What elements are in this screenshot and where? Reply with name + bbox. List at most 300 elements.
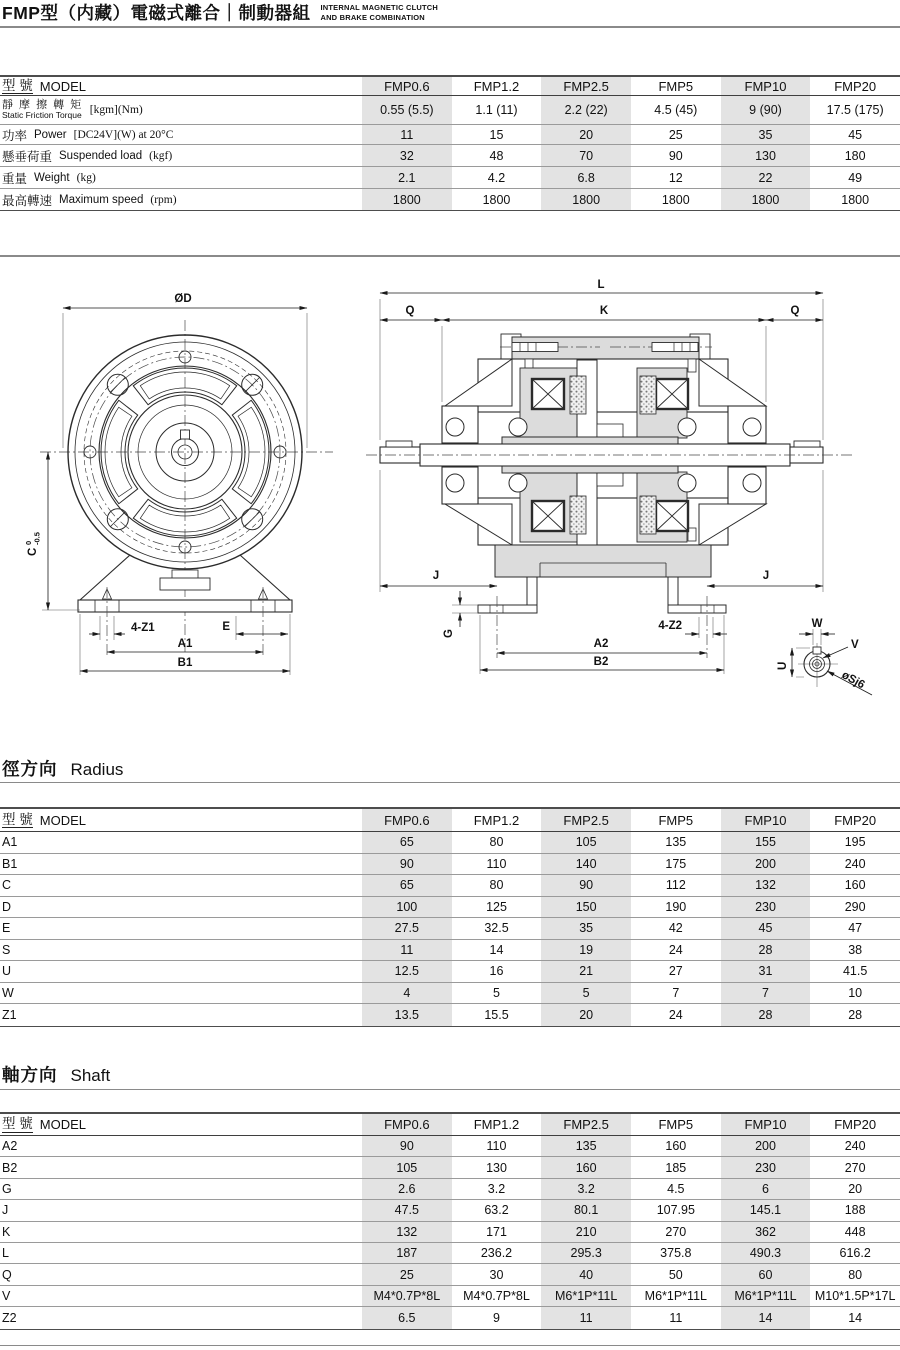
label-en: Static Friction Torque bbox=[2, 110, 82, 121]
value-cell: 15.5 bbox=[484, 1007, 509, 1022]
shaft-heading-divider bbox=[0, 1089, 900, 1090]
value-cell: 15 bbox=[489, 127, 504, 142]
model-label-en: MODEL bbox=[39, 78, 86, 94]
value-cell: 3.2 bbox=[487, 1181, 506, 1196]
value-cell: 362 bbox=[721, 1222, 811, 1242]
value-cell: 11 bbox=[362, 940, 452, 961]
value-cell: 47.5 bbox=[362, 1200, 452, 1220]
shaft-key-left bbox=[386, 441, 412, 447]
label-unit: [DC24V](W) at 20°C bbox=[73, 128, 174, 141]
value-cell: 22 bbox=[721, 167, 811, 188]
value-cell: 188 bbox=[844, 1203, 866, 1218]
keyway bbox=[181, 430, 190, 439]
param-label-cell bbox=[0, 897, 362, 918]
label-en: Power bbox=[34, 128, 67, 141]
model-label-cjk: 型 號 bbox=[2, 77, 33, 93]
value-cell: 145.1 bbox=[721, 1200, 811, 1220]
spec-row bbox=[0, 189, 900, 210]
svg-text:0: 0 bbox=[24, 540, 33, 545]
value-cell: 7 bbox=[672, 985, 680, 1000]
value-cell: 80.1 bbox=[541, 1200, 631, 1220]
value-cell: 375.8 bbox=[660, 1246, 692, 1261]
model-header-cell: FMP5 bbox=[658, 812, 694, 828]
dim-label-c bbox=[24, 532, 42, 556]
value-cell: 140 bbox=[541, 854, 631, 875]
radius-section-heading bbox=[2, 756, 123, 781]
value-cell: 160 bbox=[665, 1139, 687, 1154]
value-cell: 130 bbox=[486, 1160, 507, 1175]
value-cell: 9 (90) bbox=[721, 96, 811, 124]
param-label: E bbox=[2, 921, 11, 936]
dim-label-u bbox=[777, 662, 789, 670]
model-label-en: MODEL bbox=[39, 812, 86, 828]
value-cell: 1.1 (11) bbox=[475, 103, 518, 117]
detail-keyway bbox=[813, 647, 821, 654]
radius-table bbox=[0, 807, 900, 1027]
value-cell: 2.1 bbox=[362, 167, 452, 188]
dim-label-e: E bbox=[222, 621, 230, 633]
front-base bbox=[78, 555, 292, 656]
value-cell: 616.2 bbox=[839, 1246, 871, 1261]
value-cell: 32 bbox=[362, 145, 452, 166]
value-cell: 190 bbox=[665, 899, 687, 914]
model-label-en: MODEL bbox=[39, 1117, 86, 1132]
value-cell: 32.5 bbox=[484, 921, 509, 936]
value-cell: 38 bbox=[848, 942, 863, 957]
value-cell: 185 bbox=[665, 1160, 687, 1175]
table-header-row bbox=[0, 1114, 900, 1136]
page-subtitle-line1: INTERNAL MAGNETIC CLUTCH bbox=[320, 3, 439, 12]
model-header-cell: FMP10 bbox=[721, 1114, 811, 1135]
param-row bbox=[0, 875, 900, 897]
value-cell: 7 bbox=[721, 983, 811, 1004]
bearings bbox=[446, 418, 761, 492]
spec-row-label bbox=[0, 145, 362, 166]
model-header-cell: FMP2.5 bbox=[541, 1114, 631, 1135]
svg-text:U: U bbox=[777, 661, 789, 670]
value-cell: 112 bbox=[665, 878, 686, 893]
value-cell: 80 bbox=[489, 878, 504, 893]
value-cell: 155 bbox=[721, 832, 811, 853]
value-cell: 42 bbox=[668, 921, 683, 936]
value-cell: 1800 bbox=[721, 189, 811, 210]
value-cell: 270 bbox=[665, 1224, 687, 1239]
value-cell: 50 bbox=[668, 1267, 683, 1282]
value-cell: 4.5 (45) bbox=[654, 103, 698, 117]
dim-label-z1: 4-Z1 bbox=[131, 622, 155, 634]
value-cell: 5 bbox=[541, 983, 631, 1004]
value-cell: M4*0.7P*8L bbox=[362, 1286, 452, 1306]
shaft-end-detail bbox=[777, 618, 872, 695]
value-cell: 13.5 bbox=[362, 1004, 452, 1026]
param-row bbox=[0, 983, 900, 1005]
value-cell: M6*1P*11L bbox=[541, 1286, 631, 1306]
value-cell: 187 bbox=[362, 1243, 452, 1263]
value-cell: 171 bbox=[486, 1224, 507, 1239]
spec-row bbox=[0, 145, 900, 167]
value-cell: 236.2 bbox=[480, 1246, 513, 1261]
param-row bbox=[0, 832, 900, 854]
param-label: J bbox=[2, 1203, 9, 1218]
value-cell: 45 bbox=[848, 127, 863, 142]
value-cell: 9 bbox=[493, 1310, 500, 1325]
value-cell: 25 bbox=[668, 127, 683, 142]
model-label-cjk: 型 號 bbox=[2, 811, 33, 827]
value-cell: 200 bbox=[721, 854, 811, 875]
value-cell: 20 bbox=[541, 125, 631, 144]
param-label: A1 bbox=[2, 835, 18, 850]
value-cell: 150 bbox=[541, 897, 631, 918]
param-label: W bbox=[2, 985, 14, 1000]
param-label-cell bbox=[0, 1200, 362, 1220]
param-label: D bbox=[2, 899, 12, 914]
page-bottom-divider bbox=[0, 1345, 900, 1346]
param-label-cell bbox=[0, 1179, 362, 1199]
value-cell: 11 bbox=[362, 125, 452, 144]
param-label-cell bbox=[0, 1286, 362, 1306]
value-cell: 180 bbox=[844, 148, 866, 163]
value-cell: 16 bbox=[489, 964, 504, 979]
shaft-table bbox=[0, 1112, 900, 1330]
value-cell: 107.95 bbox=[656, 1203, 695, 1218]
value-cell: 200 bbox=[721, 1136, 811, 1156]
param-label: A2 bbox=[2, 1139, 18, 1154]
value-cell: 1800 bbox=[362, 189, 452, 210]
value-cell: 0.55 (5.5) bbox=[362, 96, 452, 124]
value-cell: 5 bbox=[493, 985, 500, 1000]
model-header-cell: FMP20 bbox=[834, 78, 877, 94]
value-cell: 105 bbox=[541, 832, 631, 853]
svg-text:C: C bbox=[27, 547, 39, 556]
model-header-cell: FMP5 bbox=[658, 1117, 694, 1132]
label-cjk: 重量 bbox=[2, 171, 28, 186]
value-cell: 90 bbox=[541, 875, 631, 896]
model-header-cell: FMP1.2 bbox=[473, 1117, 520, 1132]
dim-label-b1: B1 bbox=[177, 657, 193, 669]
param-row bbox=[0, 961, 900, 983]
svg-text:-0.5: -0.5 bbox=[32, 532, 42, 545]
value-cell: 24 bbox=[668, 942, 683, 957]
bolt-holes bbox=[84, 351, 286, 553]
table-header-row bbox=[0, 809, 900, 832]
value-cell: 20 bbox=[541, 1004, 631, 1026]
value-cell: 4.5 bbox=[667, 1181, 685, 1196]
value-cell: 4.2 bbox=[487, 170, 506, 185]
param-label: G bbox=[2, 1181, 12, 1196]
value-cell: 65 bbox=[362, 875, 452, 896]
param-row bbox=[0, 940, 900, 962]
value-cell: 3.2 bbox=[541, 1179, 631, 1199]
param-label-cell bbox=[0, 832, 362, 853]
dim-label-g bbox=[443, 629, 455, 638]
value-cell: 28 bbox=[721, 940, 811, 961]
param-label: L bbox=[2, 1246, 9, 1261]
value-cell: 240 bbox=[844, 856, 866, 871]
value-cell: 105 bbox=[362, 1157, 452, 1177]
dim-label-k: K bbox=[599, 305, 609, 317]
param-label-cell bbox=[0, 983, 362, 1004]
value-cell: 63.2 bbox=[484, 1203, 509, 1218]
param-row bbox=[0, 1243, 900, 1264]
value-cell: 28 bbox=[848, 1007, 863, 1022]
value-cell: 195 bbox=[844, 835, 866, 850]
value-cell: 14 bbox=[721, 1307, 811, 1328]
label-unit: (rpm) bbox=[150, 193, 177, 206]
value-cell: 295.3 bbox=[541, 1243, 631, 1263]
model-header-label bbox=[0, 1114, 362, 1135]
model-header-cell: FMP0.6 bbox=[362, 77, 452, 95]
value-cell: 175 bbox=[665, 856, 687, 871]
section-divider bbox=[0, 255, 900, 257]
param-row bbox=[0, 1286, 900, 1307]
dim-label-s bbox=[840, 669, 867, 691]
radius-heading-cjk: 徑方向 bbox=[2, 759, 58, 779]
model-header-cell: FMP5 bbox=[658, 78, 694, 94]
svg-text:G: G bbox=[443, 629, 455, 638]
value-cell: 1800 bbox=[841, 192, 870, 207]
model-header-cell: FMP1.2 bbox=[473, 812, 520, 828]
model-header-cell: FMP20 bbox=[834, 812, 877, 828]
value-cell: 210 bbox=[541, 1222, 631, 1242]
param-label-cell bbox=[0, 940, 362, 961]
param-label-cell bbox=[0, 1243, 362, 1263]
param-label-cell bbox=[0, 1222, 362, 1242]
param-row bbox=[0, 918, 900, 940]
param-row bbox=[0, 1307, 900, 1328]
value-cell: 1800 bbox=[541, 189, 631, 210]
label-unit: (kg) bbox=[76, 171, 96, 184]
param-label-cell bbox=[0, 854, 362, 875]
value-cell: 35 bbox=[721, 125, 811, 144]
param-label: Q bbox=[2, 1267, 12, 1282]
dim-label-diameter-d: ØD bbox=[174, 293, 192, 305]
value-cell: 6.5 bbox=[362, 1307, 452, 1328]
dim-label-b2: B2 bbox=[593, 656, 609, 668]
value-cell: 48 bbox=[489, 148, 504, 163]
value-cell: 125 bbox=[486, 899, 507, 914]
value-cell: 27 bbox=[668, 964, 683, 979]
value-cell: 24 bbox=[668, 1007, 683, 1022]
param-label-cell bbox=[0, 1307, 362, 1328]
value-cell: 41.5 bbox=[842, 964, 868, 979]
param-label-cell bbox=[0, 961, 362, 982]
shaft-heading-en: Shaft bbox=[70, 1066, 111, 1085]
value-cell: 90 bbox=[362, 1136, 452, 1156]
param-label: B1 bbox=[2, 856, 18, 871]
value-cell: 6 bbox=[721, 1179, 811, 1199]
value-cell: 14 bbox=[489, 942, 504, 957]
value-cell: 270 bbox=[844, 1160, 866, 1175]
value-cell: 110 bbox=[486, 856, 507, 871]
param-label: B2 bbox=[2, 1160, 18, 1175]
label-unit: (kgf) bbox=[149, 149, 173, 162]
label-en: Weight bbox=[34, 171, 70, 184]
front-view-drawing bbox=[24, 293, 333, 675]
value-cell: 31 bbox=[721, 961, 811, 982]
value-cell: M4*0.7P*8L bbox=[463, 1288, 530, 1303]
value-cell: M6*1P*11L bbox=[721, 1286, 811, 1306]
value-cell: 110 bbox=[486, 1139, 507, 1154]
value-cell: 40 bbox=[541, 1264, 631, 1284]
dim-label-w: W bbox=[811, 618, 823, 630]
value-cell: 2.6 bbox=[362, 1179, 452, 1199]
spec-row bbox=[0, 167, 900, 189]
model-header-cell: FMP2.5 bbox=[541, 809, 631, 831]
param-label: Z1 bbox=[2, 1007, 17, 1022]
param-label-cell bbox=[0, 918, 362, 939]
param-row bbox=[0, 1179, 900, 1200]
value-cell: 135 bbox=[541, 1136, 631, 1156]
dim-label-v: V bbox=[851, 639, 859, 651]
value-cell: 4 bbox=[362, 983, 452, 1004]
label-en: Suspended load bbox=[59, 149, 143, 162]
value-cell: 25 bbox=[362, 1264, 452, 1284]
value-cell: 1800 bbox=[482, 192, 511, 207]
model-header-cell: FMP10 bbox=[721, 809, 811, 831]
table-header-row bbox=[0, 77, 900, 96]
value-cell: 230 bbox=[721, 1157, 811, 1177]
value-cell: 448 bbox=[844, 1224, 866, 1239]
value-cell: 60 bbox=[721, 1264, 811, 1284]
spec-row-label bbox=[0, 167, 362, 188]
value-cell: 132 bbox=[721, 875, 811, 896]
value-cell: 130 bbox=[721, 145, 811, 166]
value-cell: 230 bbox=[721, 897, 811, 918]
label-unit: [kgm](Nm) bbox=[89, 104, 143, 116]
label-cjk: 最高轉速 bbox=[2, 193, 53, 208]
shaft-heading-cjk: 軸方向 bbox=[2, 1065, 58, 1085]
value-cell: 20 bbox=[848, 1181, 863, 1196]
param-label: C bbox=[2, 878, 12, 893]
param-row bbox=[0, 897, 900, 919]
value-cell: 160 bbox=[844, 878, 866, 893]
value-cell: 6.8 bbox=[541, 167, 631, 188]
value-cell: 80 bbox=[848, 1267, 863, 1282]
page-subtitle bbox=[320, 3, 438, 22]
value-cell: M10*1.5P*17L bbox=[814, 1288, 896, 1303]
shaft-key-right bbox=[794, 441, 820, 447]
shaft-section-heading bbox=[2, 1062, 110, 1087]
model-header-cell: FMP0.6 bbox=[362, 1114, 452, 1135]
param-row bbox=[0, 1157, 900, 1178]
label-cjk: 懸垂荷重 bbox=[2, 149, 53, 164]
spec-row-label bbox=[0, 189, 362, 210]
value-cell: 47 bbox=[848, 921, 863, 936]
value-cell: 80 bbox=[489, 835, 504, 850]
torque-label bbox=[2, 99, 83, 121]
label-cjk: 功率 bbox=[2, 128, 28, 143]
spec-row bbox=[0, 96, 900, 125]
param-row bbox=[0, 1264, 900, 1285]
model-header-label bbox=[0, 809, 362, 831]
value-cell: 90 bbox=[362, 854, 452, 875]
model-header-cell: FMP1.2 bbox=[473, 78, 520, 94]
value-cell: 240 bbox=[844, 1139, 866, 1154]
param-label: Z2 bbox=[2, 1310, 17, 1325]
value-cell: 12.5 bbox=[362, 961, 452, 982]
value-cell: M6*1P*11L bbox=[644, 1288, 707, 1303]
dim-label-j-right: J bbox=[762, 570, 770, 582]
value-cell: 132 bbox=[362, 1222, 452, 1242]
label-en: Maximum speed bbox=[59, 193, 144, 206]
model-label-cjk: 型 號 bbox=[2, 1116, 33, 1132]
param-label: V bbox=[2, 1288, 11, 1303]
value-cell: 11 bbox=[541, 1307, 631, 1328]
page-header bbox=[2, 2, 438, 24]
param-label-cell bbox=[0, 1157, 362, 1177]
value-cell: 49 bbox=[848, 170, 863, 185]
value-cell: 490.3 bbox=[721, 1243, 811, 1263]
value-cell: 90 bbox=[668, 148, 683, 163]
dim-label-q-left: Q bbox=[405, 305, 415, 317]
value-cell: 14 bbox=[848, 1310, 863, 1325]
dim-label-a1: A1 bbox=[177, 638, 193, 650]
param-row bbox=[0, 1136, 900, 1157]
value-cell: 135 bbox=[665, 835, 687, 850]
param-label: K bbox=[2, 1224, 11, 1239]
spec-table bbox=[0, 75, 900, 211]
value-cell: 17.5 (175) bbox=[826, 103, 884, 117]
friction-discs bbox=[570, 376, 656, 534]
value-cell: 290 bbox=[844, 899, 866, 914]
value-cell: 19 bbox=[541, 940, 631, 961]
value-cell: 12 bbox=[668, 170, 683, 185]
param-label: U bbox=[2, 964, 12, 979]
coil-windings bbox=[532, 379, 688, 531]
model-header-cell: FMP0.6 bbox=[362, 809, 452, 831]
model-header-label bbox=[0, 77, 362, 95]
value-cell: 160 bbox=[541, 1157, 631, 1177]
dim-label-q-right: Q bbox=[790, 305, 800, 317]
model-header-cell: FMP2.5 bbox=[541, 77, 631, 95]
value-cell: 70 bbox=[541, 145, 631, 166]
dim-label-z2: 4-Z2 bbox=[658, 620, 682, 632]
param-label: S bbox=[2, 942, 11, 957]
value-cell: 30 bbox=[489, 1267, 504, 1282]
param-row bbox=[0, 1222, 900, 1243]
radius-heading-en: Radius bbox=[70, 760, 124, 779]
dim-label-l: L bbox=[597, 279, 605, 291]
param-label-cell bbox=[0, 1004, 362, 1026]
value-cell: 11 bbox=[669, 1310, 683, 1325]
value-cell: 1800 bbox=[661, 192, 690, 207]
value-cell: 2.2 (22) bbox=[541, 96, 631, 124]
model-header-cell: FMP10 bbox=[721, 77, 811, 95]
radius-heading-divider bbox=[0, 782, 900, 783]
value-cell: 100 bbox=[362, 897, 452, 918]
value-cell: 10 bbox=[848, 985, 863, 1000]
model-header-cell: FMP20 bbox=[834, 1117, 877, 1132]
spec-row-label bbox=[0, 125, 362, 144]
title-divider bbox=[0, 26, 900, 28]
value-cell: 45 bbox=[721, 918, 811, 939]
svg-text:øSj6: øSj6 bbox=[839, 669, 867, 692]
param-row bbox=[0, 854, 900, 876]
value-cell: 35 bbox=[541, 918, 631, 939]
value-cell: 65 bbox=[362, 832, 452, 853]
page-title: FMP型（内藏）電磁式離合｜制動器組 bbox=[2, 3, 311, 23]
section-view-drawing bbox=[366, 279, 852, 674]
label-cjk: 靜 摩 擦 轉 矩 bbox=[2, 98, 83, 111]
param-label-cell bbox=[0, 875, 362, 896]
value-cell: 28 bbox=[721, 1004, 811, 1026]
page-subtitle-line2: AND BRAKE COMBINATION bbox=[320, 12, 425, 22]
dim-label-j-left: J bbox=[432, 570, 440, 582]
value-cell: 27.5 bbox=[362, 918, 452, 939]
value-cell: 21 bbox=[541, 961, 631, 982]
param-row bbox=[0, 1004, 900, 1026]
spec-row-label bbox=[0, 96, 362, 124]
